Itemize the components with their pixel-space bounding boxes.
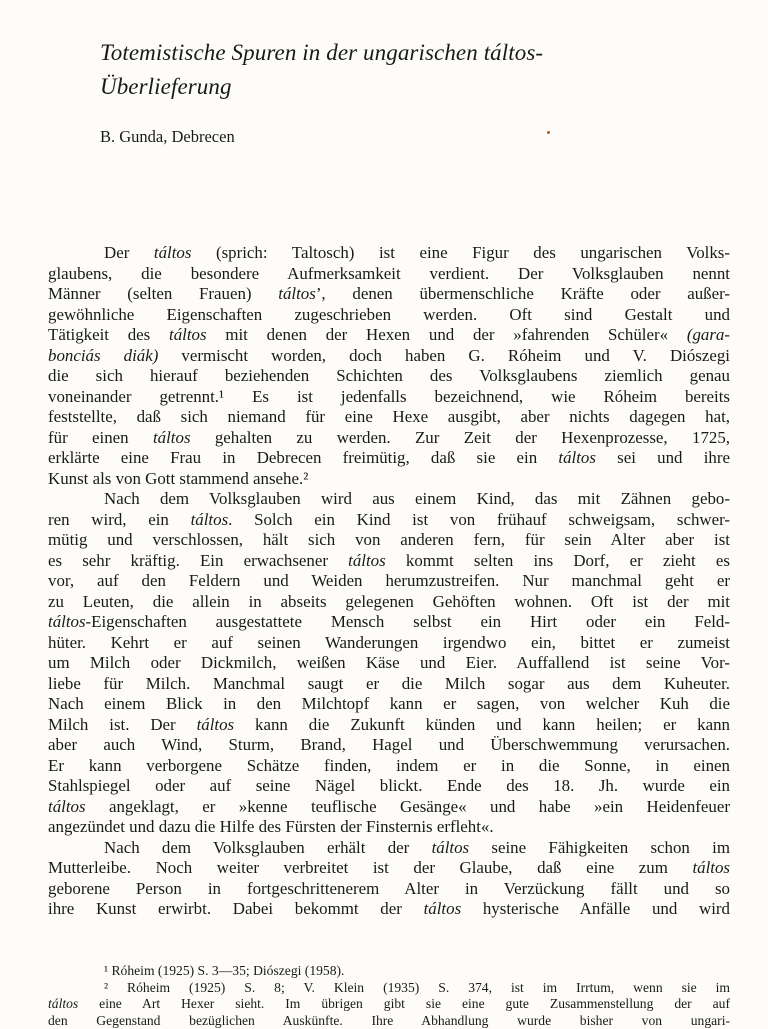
scan-speck (547, 131, 550, 134)
text-line: um Milch oder Dickmilch, weißen Käse und Eier. Auffallend ist seine Vor- (48, 653, 730, 674)
text-line: bonciás diák) vermischt worden, doch haben G. Róheim und V. Diószegi (48, 346, 730, 367)
article-title (100, 36, 740, 104)
text-line: für einen táltos gehalten zu werden. Zur Zeit der Hexenprozesse, 1725, (48, 428, 730, 449)
text-line: Er kann verborgene Schätze finden, indem er in die Sonne, in einen (48, 756, 730, 777)
text-line: hüter. Kehrt er auf seinen Wanderungen irgendwo ein, bittet er zumeist (48, 633, 730, 654)
footnotes (48, 963, 730, 1029)
text-line: táltos-Eigenschaften ausgestattete Mensch selbst ein Hirt oder ein Feld- (48, 612, 730, 633)
footnote-line: ¹ Róheim (1925) S. 3—35; Diószegi (1958). (48, 963, 730, 980)
text-line: angezündet und dazu die Hilfe des Fürsten der Finsternis erfleht«. (48, 817, 730, 838)
body-text (48, 243, 730, 920)
text-line: geborene Person in fortgeschrittenerem Alter in Verzückung fällt und so (48, 879, 730, 900)
footnote-line: táltos eine Art Hexer sieht. Im übrigen gibt sie eine gute Zusammenstellung der auf (48, 996, 730, 1013)
text-line: Nach dem Volksglauben wird aus einem Kind, das mit Zähnen gebo- (48, 489, 730, 510)
footnote-line: ² Róheim (1925) S. 8; V. Klein (1935) S. 374, ist im Irrtum, wenn sie im (48, 980, 730, 997)
text-line: feststellte, daß sich niemand für eine Hexe ausgibt, aber nichts dagegen hat, (48, 407, 730, 428)
text-line: Nach einem Blick in den Milchtopf kann er sagen, von welcher Kuh die (48, 694, 730, 715)
text-line: Männer (selten Frauen) táltos’, denen übermenschliche Kräfte oder außer- (48, 284, 730, 305)
footnote-line: den Gegenstand bezüglichen Auskünfte. Ihre Abhandlung wurde bisher von ungari- (48, 1013, 730, 1029)
text-line: erklärte eine Frau in Debrecen freimütig, daß sie ein táltos sei und ihre (48, 448, 730, 469)
text-line: gewöhnliche Eigenschaften zugeschrieben werden. Oft sind Gestalt und (48, 305, 730, 326)
title-line: Totemistische Spuren in der ungarischen táltos- (100, 36, 740, 70)
text-line: Kunst als von Gott stammend ansehe.² (48, 469, 730, 490)
text-line: zu Leuten, die allein in abseits gelegenen Gehöften wohnen. Oft ist der mit (48, 592, 730, 613)
text-line: voneinander getrennt.¹ Es ist jedenfalls bezeichnend, wie Róheim bereits (48, 387, 730, 408)
text-line: liebe für Milch. Manchmal saugt er die Milch sogar aus dem Kuheuter. (48, 674, 730, 695)
text-line: mütig und verschlossen, hält sich von anderen fern, für sein Alter aber ist (48, 530, 730, 551)
text-line: Tätigkeit des táltos mit denen der Hexen und der »fahrenden Schüler« (gara- (48, 325, 730, 346)
text-line: vor, auf den Feldern und Weiden herumzustreifen. Nur manchmal geht er (48, 571, 730, 592)
text-line: die sich hierauf beziehenden Schichten des Volksglaubens ziemlich genau (48, 366, 730, 387)
text-line: aber auch Wind, Sturm, Brand, Hagel und Überschwemmung verursachen. (48, 735, 730, 756)
text-line: es sehr kräftig. Ein erwachsener táltos kommt selten ins Dorf, er zieht es (48, 551, 730, 572)
title-line: Überlieferung (100, 70, 740, 104)
text-line: glaubens, die besondere Aufmerksamkeit verdient. Der Volksglauben nennt (48, 264, 730, 285)
text-line: Stahlspiegel oder auf seine Nägel blickt. Ende des 18. Jh. wurde ein (48, 776, 730, 797)
text-line: Der táltos (sprich: Taltosch) ist eine Figur des ungarischen Volks- (48, 243, 730, 264)
author-line: B. Gunda, Debrecen (100, 127, 235, 147)
text-line: táltos angeklagt, er »kenne teuflische Gesänge« und habe »ein Heidenfeuer (48, 797, 730, 818)
text-line: ihre Kunst erwirbt. Dabei bekommt der táltos hysterische Anfälle und wird (48, 899, 730, 920)
text-line: ren wird, ein táltos. Solch ein Kind ist von frühauf schweigsam, schwer- (48, 510, 730, 531)
text-line: Milch ist. Der táltos kann die Zukunft künden und kann heilen; er kann (48, 715, 730, 736)
text-line: Nach dem Volksglauben erhält der táltos seine Fähigkeiten schon im (48, 838, 730, 859)
text-line: Mutterleibe. Noch weiter verbreitet ist der Glaube, daß eine zum táltos (48, 858, 730, 879)
